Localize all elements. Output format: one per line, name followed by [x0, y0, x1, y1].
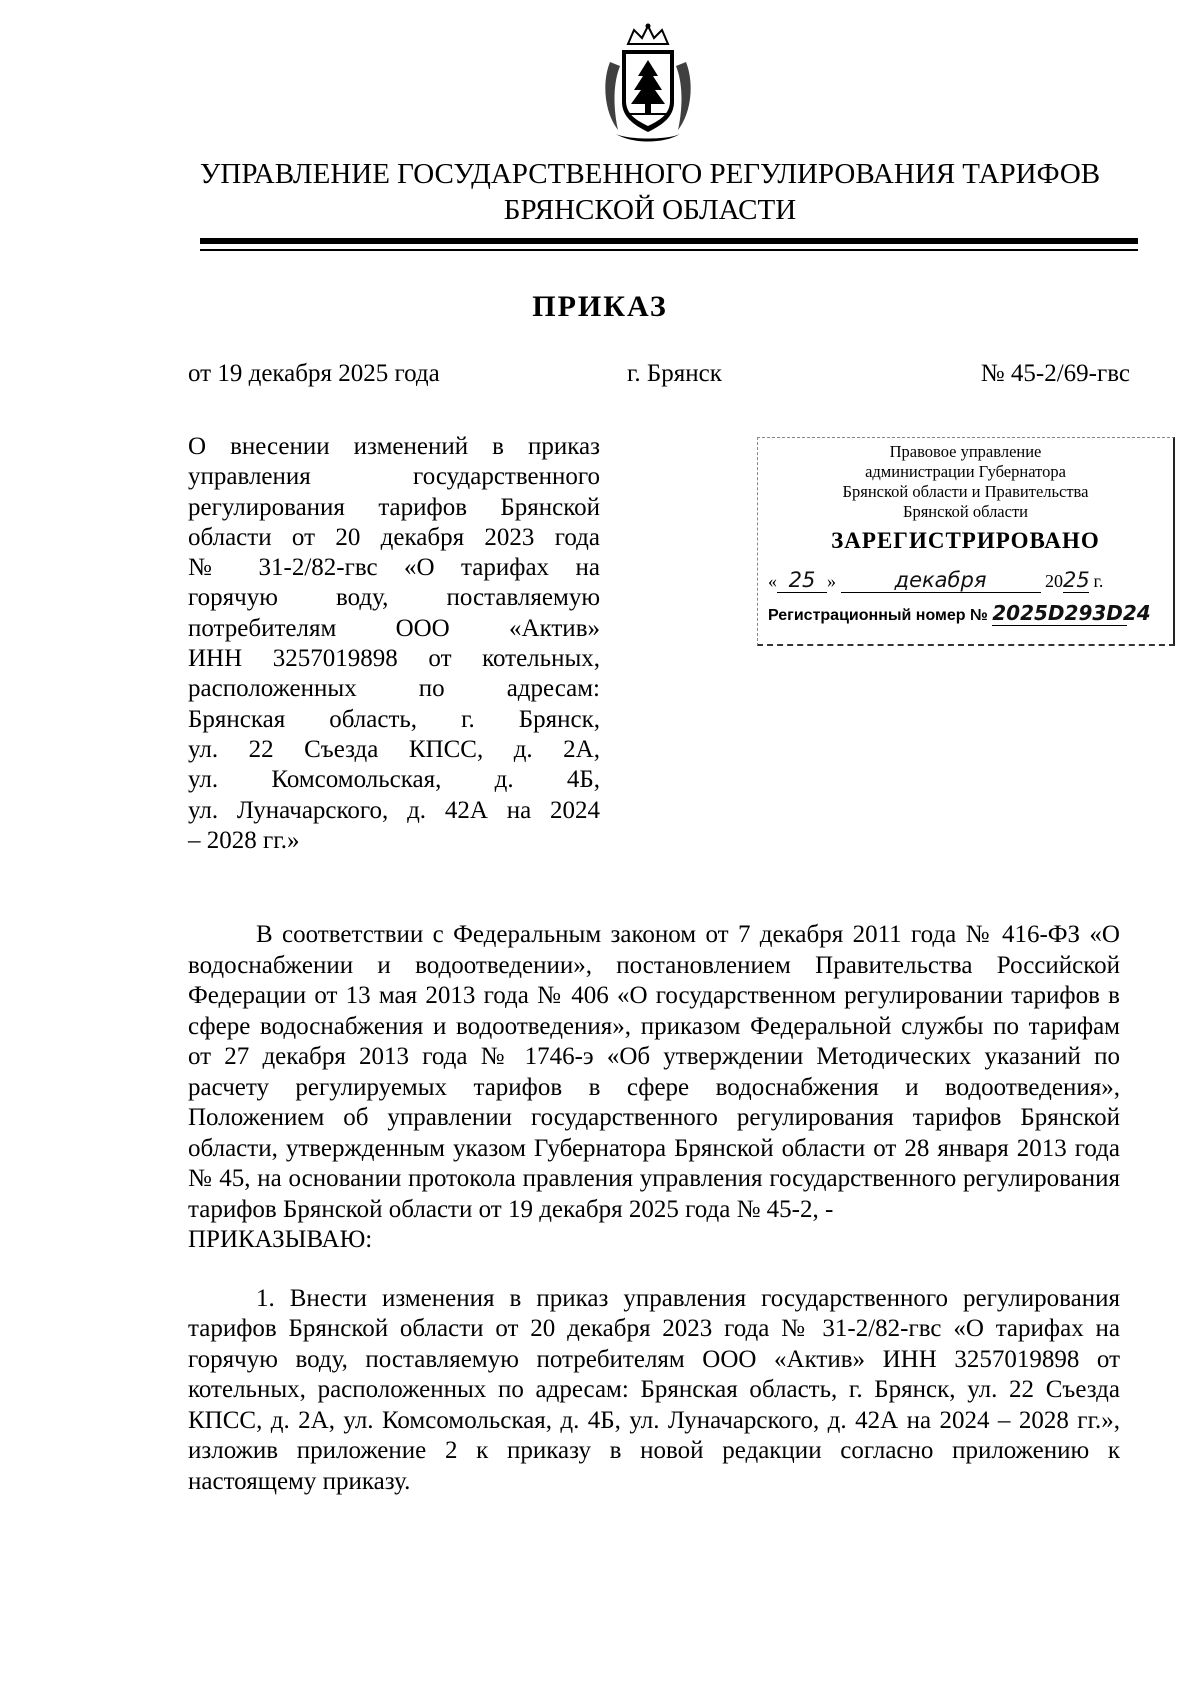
stamp-registered: ЗАРЕГИСТРИРОВАНО: [831, 528, 1100, 553]
stamp-year-prefix: 20: [1045, 571, 1063, 591]
subject-line: расположенных по адресам:: [188, 675, 600, 703]
subject-line: Брянская область, г. Брянск,: [188, 705, 600, 733]
stamp-year-unit: г.: [1093, 571, 1104, 591]
preamble-paragraph: В соответствии с Федеральным законом от 7 декабря 2011 года № 416-ФЗ «О водоснабжении и водоотведении», постановлением Правительства Российской Федерации от 13 мая 2013 года № 406 «О государственном регулировании тарифов в сфере водоснабжения и водоотведения», приказом Федеральной службы по тарифам от 27 декабря 2013 года № 1746-э «Об утверждении Методических указаний по расчету регулируемых тарифов в сфере водоснабжения и водоотведения», Положением об управлении государственного регулирования тарифов Брянской области, утвержденным указом Губернатора Брянской области от 28 января 2013 года № 45, на основании протокола правления управления государственного регулирования тарифов Брянской области от 19 декабря 2025 года № 45-2, -: [188, 921, 1120, 1223]
stamp-line-2: администрации Губернатора: [865, 462, 1066, 481]
organization-name-line-2: БРЯНСКОЙ ОБЛАСТИ: [503, 194, 797, 226]
stamp-reg-number: 2025D293D24: [992, 601, 1151, 625]
header-divider-thin: [200, 249, 1138, 251]
document-title: ПРИКАЗ: [532, 290, 668, 323]
subject-line: О внесении изменений в приказ: [188, 433, 600, 460]
subject-line: – 2028 гг.»: [188, 826, 300, 854]
subject-line: № 31-2/82-гвс «О тарифах на: [188, 554, 600, 582]
subject-line: горячую воду, поставляемую: [188, 584, 600, 612]
header-divider-thick: [200, 238, 1138, 244]
registration-stamp: [757, 437, 1175, 646]
subject-line: области от 20 декабря 2023 года: [188, 523, 600, 551]
stamp-reg-label: Регистрационный номер №: [768, 607, 988, 624]
stamp-line-1: Правовое управление: [889, 442, 1042, 461]
subject-line: регулирования тарифов Брянской: [188, 493, 600, 521]
document-city: г. Брянск: [627, 360, 722, 387]
subject-line: ул. 22 Съезда КПСС, д. 2А,: [188, 735, 600, 763]
stamp-registration-number: [768, 601, 1151, 626]
stamp-line-4: Брянской области: [902, 502, 1028, 521]
document-number: № 45-2/69-гвс: [980, 360, 1130, 387]
document-date: от 19 декабря 2025 года: [188, 360, 440, 387]
document-body: [188, 920, 1120, 1497]
stamp-date: « 25 » декабря 2025 г.: [768, 568, 1104, 592]
document-subject: [188, 432, 600, 856]
organization-name: [150, 156, 1150, 228]
stamp-year-suffix: 25: [1063, 568, 1090, 592]
subject-line: управления государственного: [188, 463, 600, 491]
order-word: ПРИКАЗЫВАЮ:: [188, 1226, 373, 1253]
subject-line: ул. Комсомольская, д. 4Б,: [188, 766, 600, 794]
coat-of-arms-icon: [598, 22, 698, 148]
subject-line: потребителям ООО «Актив»: [188, 614, 600, 642]
stamp-line-3: Брянской области и Правительства: [842, 482, 1089, 501]
organization-name-line-1: УПРАВЛЕНИЕ ГОСУДАРСТВЕННОГО РЕГУЛИРОВАНИЯ ТАРИФОВ: [199, 158, 1101, 190]
subject-line: ИНН 3257019898 от котельных,: [188, 645, 600, 673]
stamp-month: декабря: [841, 568, 1041, 593]
subject-line: ул. Луначарского, д. 42А на 2024: [188, 796, 600, 824]
item-1-paragraph: 1. Внести изменения в приказ управления государственного регулирования тарифов Брянской области от 20 декабря 2023 года № 31-2/82-гвс «О тарифах на горячую воду, поставляемую потребителям ООО «Актив» ИНН 3257019898 от котельных, расположенных по адресам: Брянская область, г. Брянск, ул. 22 Съезда КПСС, д. 2А, ул. Комсомольская, д. 4Б, ул. Луначарского, д. 42А на 2024 – 2028 гг.», изложив приложение 2 к приказу в новой редакции согласно приложению к настоящему приказу.: [188, 1284, 1120, 1495]
stamp-day: 25: [777, 568, 827, 593]
